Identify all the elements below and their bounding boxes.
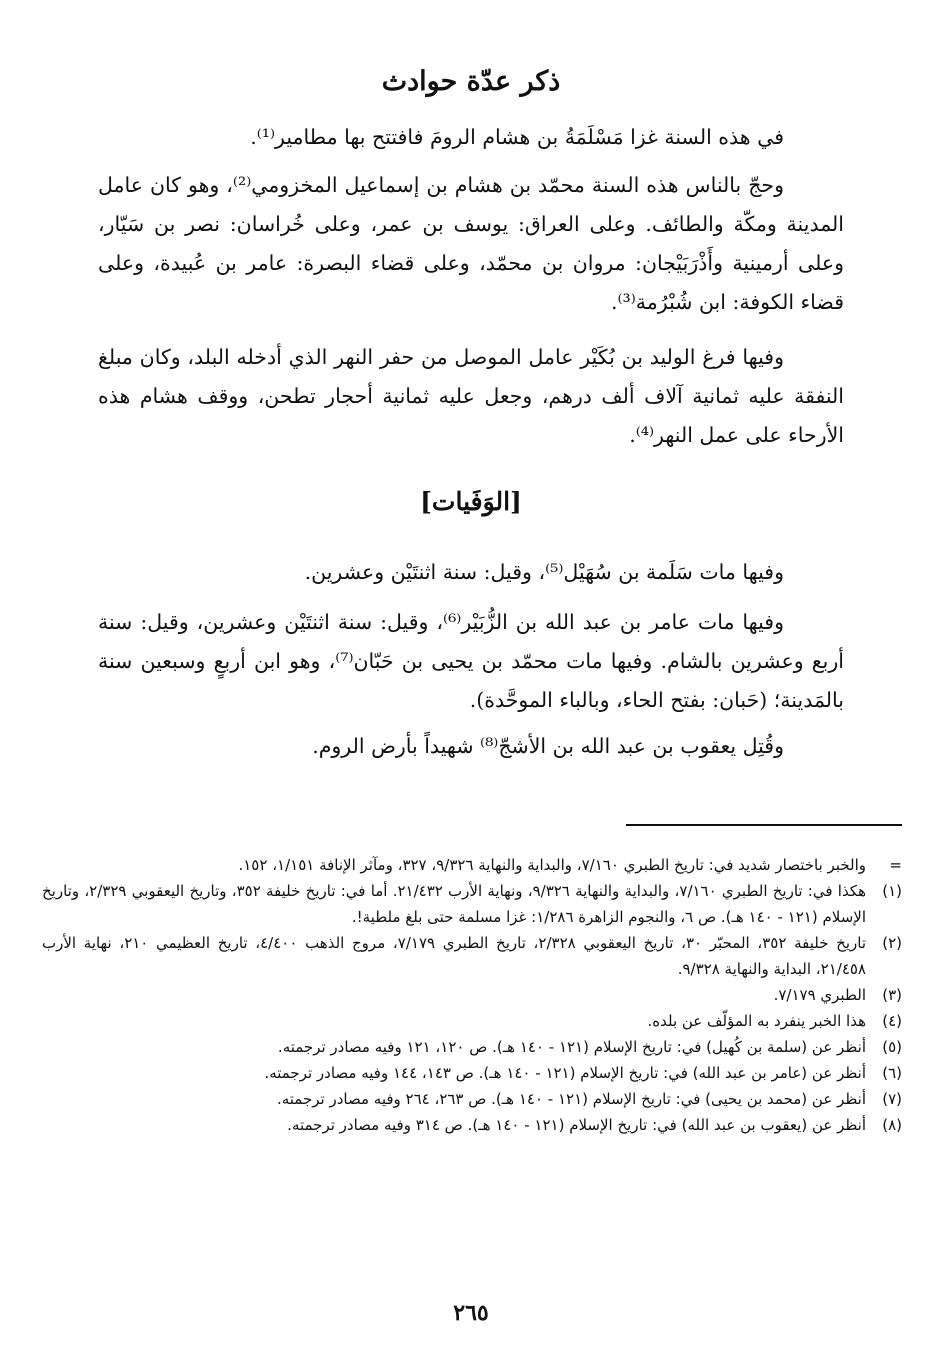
page-number: ٢٦٥ [453,1300,489,1326]
footnote-separator [626,824,902,826]
footnote-number: (٦) [882,1064,902,1082]
footnote-text: أنظر عن (عامر بن عبد الله) في: تاريخ الإسلام (١٢١ - ١٤٠ هـ). ص ١٤٣، ١٤٤ وفيه مصادر ترجمته. [264,1064,866,1082]
paragraph-hajj-governors: وحجّ بالناس هذه السنة محمّد بن هشام بن إسماعيل المخزومي⁽²⁾، وهو كان عامل المدينة ومكّة والطائف. وعلى العراق: يوسف بن عمر، وعلى خُراسان: نصر بن سَيّار، وعلى أرمينية وأَذْرَبَيْجان: مروان بن محمّد، وعلى قضاء البصرة: عامر بن عُبيدة، وعلى قضاء الكوفة: ابن شُبْرُمة⁽³⁾. [98,173,844,314]
footnote-1 [42,878,902,930]
footnote-number: (٣) [882,986,902,1004]
footnote-number: (١) [882,882,902,900]
footnote-marker: = [889,856,902,874]
footnote-continued [42,852,902,878]
footnote-text: هكذا في: تاريخ الطبري ٧/١٦٠، والبداية والنهاية ٩/٣٢٦، ونهاية الأرب ٢١/٤٣٢. أما في: تاريخ خليفة ٣٥٢، وتاريخ اليعقوبي ٢/٣٢٩، وتاريخ الإسلام (١٢١ - ١٤٠ هـ). ص ٦، والنجوم الزاهرة ١/٢٨٦: غزا مسلمة حتى بلغ ملطية!. [42,882,867,926]
footnote-text: أنظر عن (محمد بن يحيى) في: تاريخ الإسلام (١٢١ - ١٤٠ هـ). ص ٢٦٣، ٢٦٤ وفيه مصادر ترجمته. [276,1090,866,1108]
footnote-7 [42,1086,902,1112]
paragraph-death-yaqub: وقُتِل يعقوب بن عبد الله بن الأشجّ⁽⁸⁾ شهيداً بأرض الروم. [312,734,784,758]
footnote-number: (٢) [882,934,902,952]
footnote-2 [42,930,902,982]
paragraph-canal: وفيها فرغ الوليد بن بُكَيْر عامل الموصل من حفر النهر الذي أدخله البلد، وكان مبلغ النفقة عليه ثمانية آلاف ألف درهم، وجعل عليه ثمانية أحجار تطحن، ووقف هشام هذه الأرحاء على عمل النهر⁽⁴⁾. [98,345,844,447]
footnote-text: أنظر عن (سلمة بن كُهيل) في: تاريخ الإسلام (١٢١ - ١٤٠ هـ). ص ١٢٠، ١٢١ وفيه مصادر ترجمته. [277,1038,866,1056]
paragraph-death-salama: وفيها مات سَلَمة بن سُهَيْل⁽⁵⁾، وقيل: سنة اثنتَيْن وعشرين. [304,560,784,584]
footnote-text: أنظر عن (يعقوب بن عبد الله) في: تاريخ الإسلام (١٢١ - ١٤٠ هـ). ص ٣١٤ وفيه مصادر ترجمته. [287,1116,866,1134]
footnote-6 [42,1060,902,1086]
paragraph-death-amir: وفيها مات عامر بن عبد الله بن الزُّبَيْر⁽⁶⁾، وقيل: سنة اثنتَيْن وعشرين، وقيل: سنة أربع وعشرين بالشام. وفيها مات محمّد بن يحيى بن حَبّان⁽⁷⁾، وهو ابن أربعٍ وسبعين سنة بالمَدينة؛ (حَبان: بفتح الحاء، وبالباء الموحَّدة). [98,610,844,712]
footnote-text: الطبري ٧/١٧٩. [773,986,866,1004]
footnote-number: (٧) [882,1090,902,1108]
page-title: ذكر عدّة حوادث [381,66,561,97]
footnote-number: (٥) [882,1038,902,1056]
footnote-5 [42,1034,902,1060]
footnotes [42,852,902,1138]
footnote-number: (٨) [882,1116,902,1134]
footnote-text: تاريخ خليفة ٣٥٢، المحبّر ٣٠، تاريخ اليعقوبي ٢/٣٢٨، تاريخ الطبري ٧/١٧٩، مروج الذهب ٤/٤٠٠، تاريخ العظيمي ٢١٠، نهاية الأرب ٢١/٤٥٨، البداية والنهاية ٩/٣٢٨. [42,934,867,978]
footnote-number: (٤) [882,1012,902,1030]
footnote-8 [42,1112,902,1138]
footnote-4 [42,1008,902,1034]
footnote-3 [42,982,902,1008]
paragraph-raid: في هذه السنة غزا مَسْلَمَةُ بن هشام الرومَ فافتتح بها مطامير⁽¹⁾. [250,125,784,149]
section-heading-deaths: [الوَفَيات] [420,487,522,516]
footnote-text: هذا الخبر ينفرد به المؤلّف عن بلده. [647,1012,866,1030]
footnote-text: والخبر باختصار شديد في: تاريخ الطبري ٧/١٦٠، والبداية والنهاية ٩/٣٢٦، ٣٢٧، ومآثر الإنافة ١/١٥١، ١٥٢. [238,856,866,874]
